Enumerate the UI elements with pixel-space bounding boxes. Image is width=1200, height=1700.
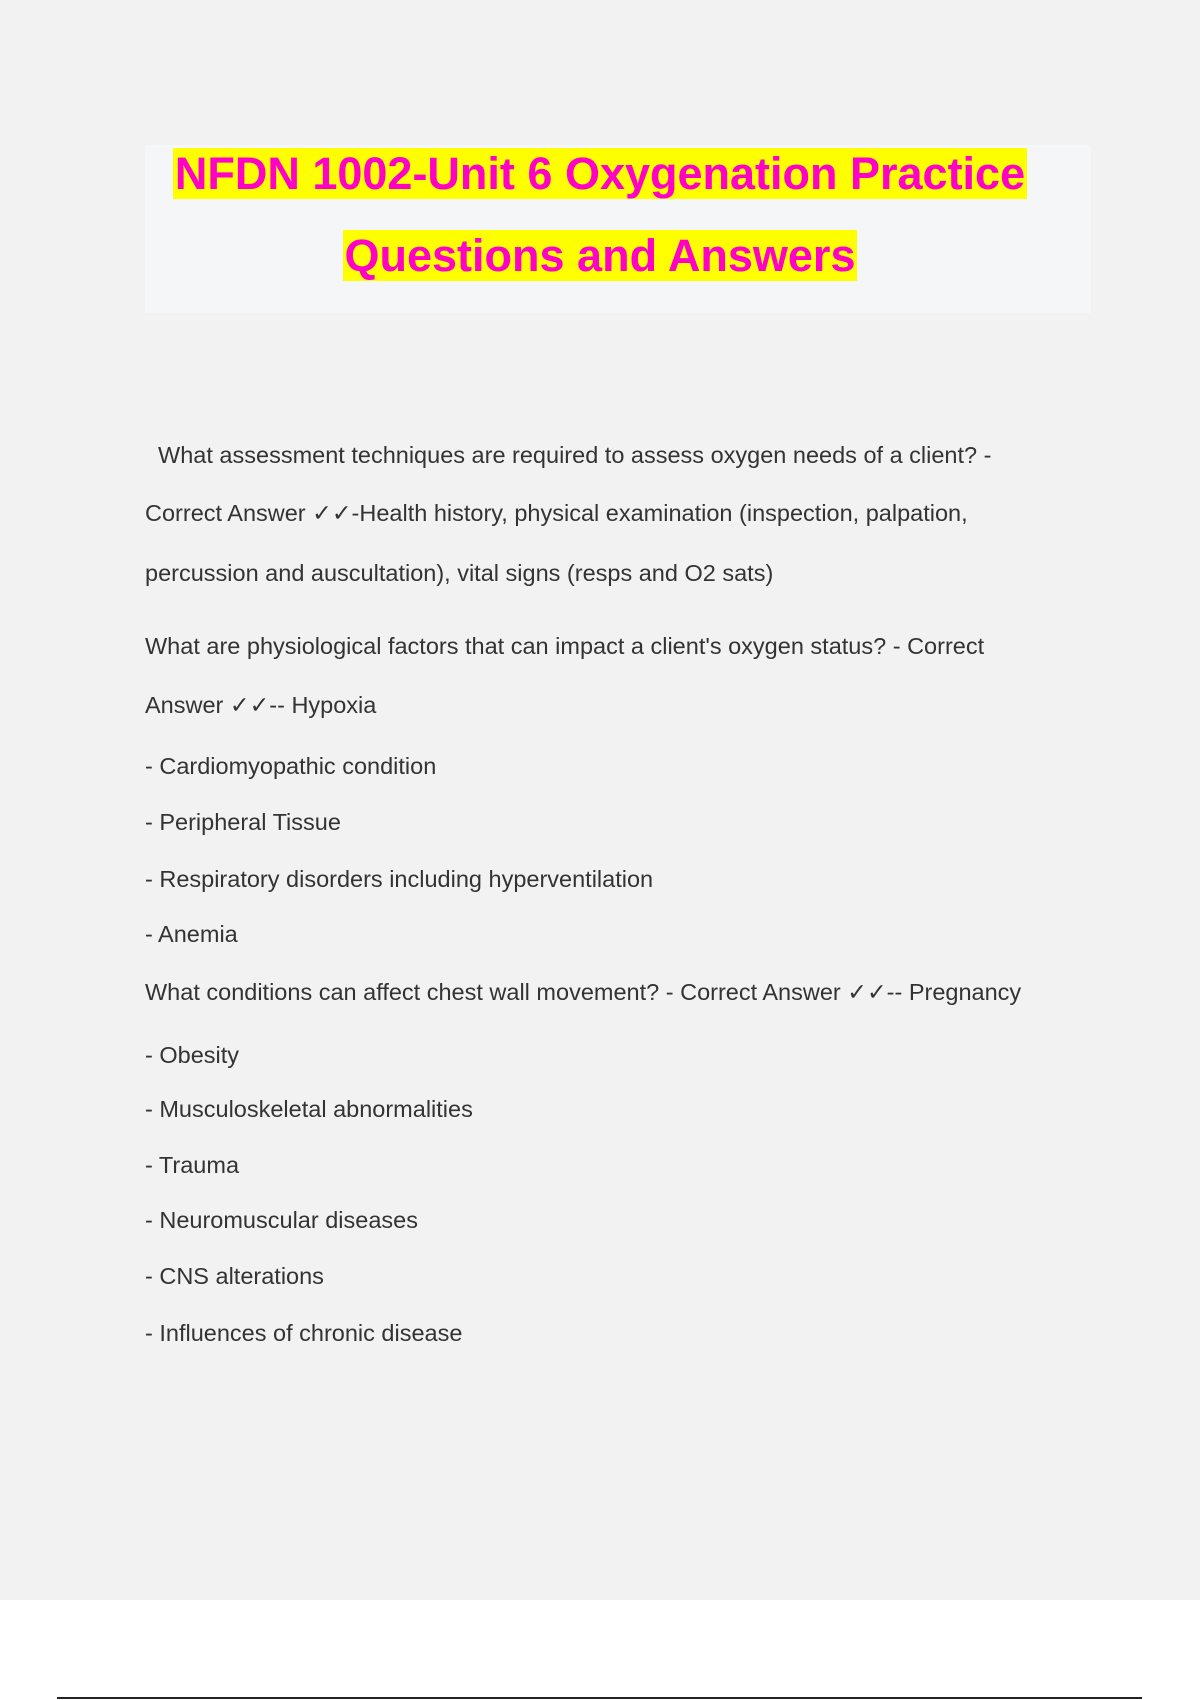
text-line: What conditions can affect chest wall movement? - Correct Answer ✓✓-- Pregnancy [145, 979, 1022, 1005]
list-item: - Obesity [145, 1042, 240, 1068]
list-item: - Influences of chronic disease [145, 1320, 463, 1346]
text-line: What are physiological factors that can impact a client's oxygen status? - Correct [145, 633, 985, 659]
list-item: - Anemia [145, 921, 238, 947]
list-item: - Neuromuscular diseases [145, 1207, 418, 1233]
list-item: - Cardiomyopathic condition [145, 753, 437, 779]
text-line: What assessment techniques are required to assess oxygen needs of a client? - [145, 442, 992, 468]
title-highlight-1: NFDN 1002-Unit 6 Oxygenation Practice [174, 148, 1026, 199]
list-item: - Peripheral Tissue [145, 809, 341, 835]
document-title-line-1 [0, 145, 1200, 203]
list-item: - Trauma [145, 1152, 240, 1178]
list-item: - Musculoskeletal abnormalities [145, 1096, 473, 1122]
title-highlight-2: Questions and Answers [344, 230, 856, 281]
list-item: - Respiratory disorders including hyperventilation [145, 866, 654, 892]
text-line: percussion and auscultation), vital signs (resps and O2 sats) [145, 560, 774, 586]
text-line: Answer ✓✓-- Hypoxia [145, 692, 377, 718]
footer-divider [57, 1697, 1142, 1699]
list-item: - CNS alterations [145, 1263, 324, 1289]
text-line: Correct Answer ✓✓-Health history, physical examination (inspection, palpation, [145, 500, 968, 526]
document-title-line-2 [0, 227, 1200, 285]
